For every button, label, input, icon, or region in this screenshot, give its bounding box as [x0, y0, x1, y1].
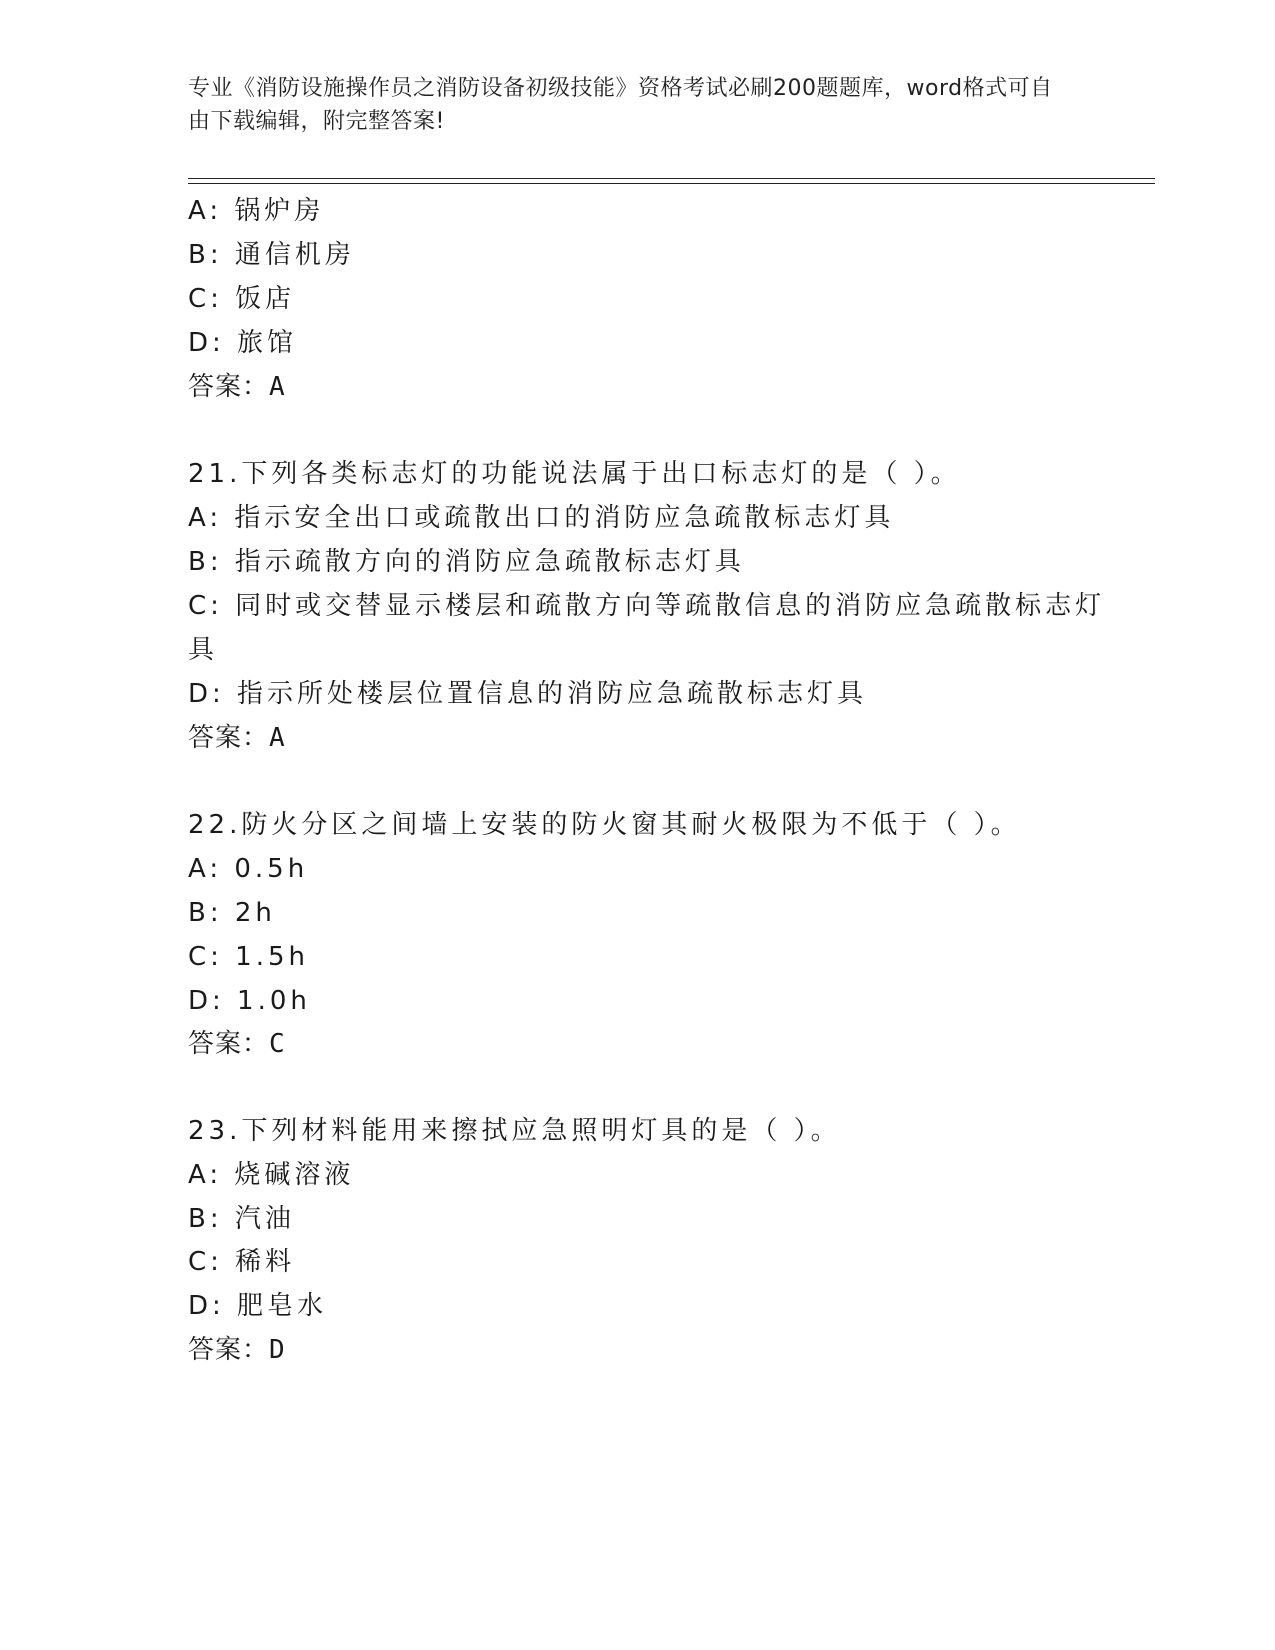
q21-answer	[188, 721, 286, 755]
answer-label: 答案：	[188, 723, 270, 753]
answer-label: 答案：	[188, 1029, 270, 1059]
q20-option-b: B: 通信机房	[188, 240, 355, 270]
document-header: 专业《消防设施操作员之消防设备初级技能》资格考试必刷200题题库，word格式可自由下载编辑，附完整答案!	[188, 76, 1053, 134]
q22-option-a: A: 0.5h	[188, 854, 309, 884]
answer-label: 答案：	[188, 372, 270, 402]
q20-answer	[188, 370, 286, 404]
q20-option-c: C: 饭店	[188, 284, 296, 314]
q22-option-c: C: 1.5h	[188, 942, 310, 972]
answer-value: C	[269, 1029, 286, 1059]
q23-question: 23.下列材料能用来擦拭应急照明灯具的是（ ）。	[188, 1116, 841, 1146]
q23-option-b: B: 汽油	[188, 1204, 295, 1234]
q23-option-d: D: 肥皂水	[188, 1291, 328, 1321]
answer-value: D	[269, 1335, 286, 1365]
q23-option-c: C: 稀料	[188, 1247, 296, 1277]
q23-option-a: A: 烧碱溶液	[188, 1160, 355, 1190]
q20-option-d: D: 旅馆	[188, 328, 298, 358]
header-divider-top	[188, 178, 1155, 179]
q21-option-c: C: 同时或交替显示楼层和疏散方向等疏散信息的消防应急疏散标志灯	[188, 591, 1106, 621]
q22-option-d: D: 1.0h	[188, 986, 311, 1016]
q22-answer	[188, 1027, 286, 1061]
q21-option-a: A: 指示安全出口或疏散出口的消防应急疏散标志灯具	[188, 503, 895, 533]
q21-option-c-continued: 具	[188, 635, 219, 665]
q22-option-b: B: 2h	[188, 898, 276, 928]
answer-label: 答案：	[188, 1335, 270, 1365]
q22-question: 22.防火分区之间墙上安装的防火窗其耐火极限为不低于（ ）。	[188, 810, 1021, 840]
q21-question: 21.下列各类标志灯的功能说法属于出口标志灯的是（ ）。	[188, 459, 961, 489]
header-divider-bottom	[188, 183, 1155, 184]
answer-value: A	[269, 372, 286, 402]
answer-value: A	[269, 723, 286, 753]
q21-option-b: B: 指示疏散方向的消防应急疏散标志灯具	[188, 547, 745, 577]
q20-option-a: A: 锅炉房	[188, 196, 325, 226]
q21-option-d: D: 指示所处楼层位置信息的消防应急疏散标志灯具	[188, 679, 868, 709]
q23-answer	[188, 1333, 286, 1367]
